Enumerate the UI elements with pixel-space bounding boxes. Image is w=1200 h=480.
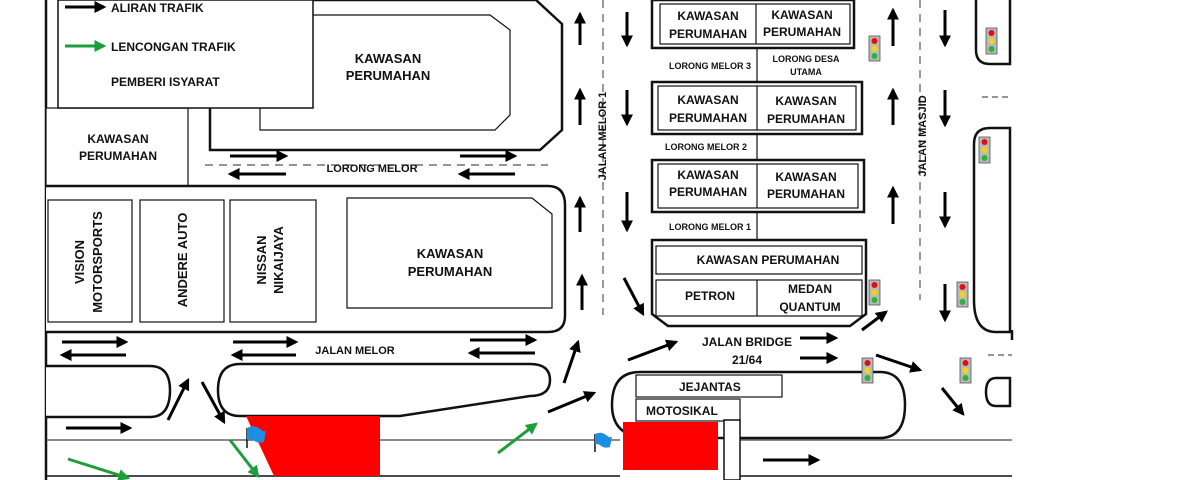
traffic-light-icon bbox=[957, 282, 968, 307]
road-label: UTAMA bbox=[790, 67, 822, 77]
block-label: PERUMAHAN bbox=[763, 25, 841, 39]
block-label: PERUMAHAN bbox=[345, 68, 431, 83]
blue-flag-icon bbox=[595, 433, 612, 452]
block-label: PERUMAHAN bbox=[79, 149, 157, 163]
block-label: KAWASAN bbox=[677, 9, 739, 23]
closure-zone-right bbox=[623, 422, 718, 470]
block-label: KAWASAN bbox=[416, 246, 484, 261]
block-label: PERUMAHAN bbox=[767, 187, 845, 201]
road-label: LORONG MELOR bbox=[326, 163, 418, 175]
closure-zones bbox=[246, 416, 718, 476]
block-label: PERUMAHAN bbox=[669, 27, 747, 41]
traffic-light-icon bbox=[869, 280, 880, 305]
block-label: KAWASAN bbox=[771, 8, 833, 22]
legend-traffic-flow: ALIRAN TRAFIK bbox=[111, 1, 204, 15]
closure-zone-left bbox=[246, 416, 380, 476]
traffic-light-icon bbox=[960, 358, 971, 383]
block-label: KAWASAN bbox=[354, 51, 422, 66]
road-label: LORONG DESA bbox=[772, 54, 840, 64]
shop-label: ANDERE AUTO bbox=[175, 212, 190, 308]
block-label: PETRON bbox=[684, 289, 736, 303]
block-label: PERUMAHAN bbox=[669, 111, 747, 125]
traffic-light-icon bbox=[979, 137, 990, 163]
shop-label: NIKAIJAYA bbox=[271, 226, 286, 294]
block-label: KAWASAN bbox=[677, 168, 739, 182]
road-label: LORONG MELOR 3 bbox=[668, 61, 752, 71]
road-label: JALAN BRIDGE bbox=[701, 335, 793, 349]
block-label: KAWASAN PERUMAHAN bbox=[696, 253, 840, 267]
block-label: JEJANTAS bbox=[679, 380, 741, 394]
road-label: JALAN MELOR 1 bbox=[597, 91, 609, 181]
block-label: PERUMAHAN bbox=[669, 185, 747, 199]
traffic-light-icon bbox=[869, 36, 880, 61]
road-label: LORONG MELOR 2 bbox=[664, 142, 748, 152]
block-label: PERUMAHAN bbox=[407, 264, 493, 279]
legend-traffic-diversion: LENCONGAN TRAFIK bbox=[111, 40, 236, 54]
shop-label: VISION bbox=[72, 239, 87, 285]
shop-label: MOTORSPORTS bbox=[90, 211, 105, 313]
block-label: KAWASAN bbox=[775, 170, 837, 184]
block-label: PERUMAHAN bbox=[767, 112, 845, 126]
block-label: MOTOSIKAL bbox=[646, 404, 718, 418]
shop-label: NISSAN bbox=[254, 235, 269, 285]
block-label: QUANTUM bbox=[779, 300, 841, 314]
block-label: KAWASAN bbox=[87, 132, 149, 146]
block-left bbox=[46, 108, 188, 188]
block-label: MEDAN bbox=[788, 282, 832, 296]
road-label: JALAN MASJID bbox=[917, 95, 929, 177]
road-label: JALAN MELOR bbox=[315, 345, 395, 357]
block-label: KAWASAN bbox=[775, 94, 837, 108]
legend-box bbox=[58, 0, 313, 108]
traffic-light-icon bbox=[862, 358, 873, 383]
legend bbox=[58, 0, 313, 108]
legend-flagman: PEMBERI ISYARAT bbox=[111, 75, 220, 89]
traffic-light-icon bbox=[986, 28, 997, 54]
road-label: 21/64 bbox=[731, 353, 763, 367]
road-label: LORONG MELOR 1 bbox=[668, 222, 752, 232]
block-label: KAWASAN bbox=[677, 93, 739, 107]
